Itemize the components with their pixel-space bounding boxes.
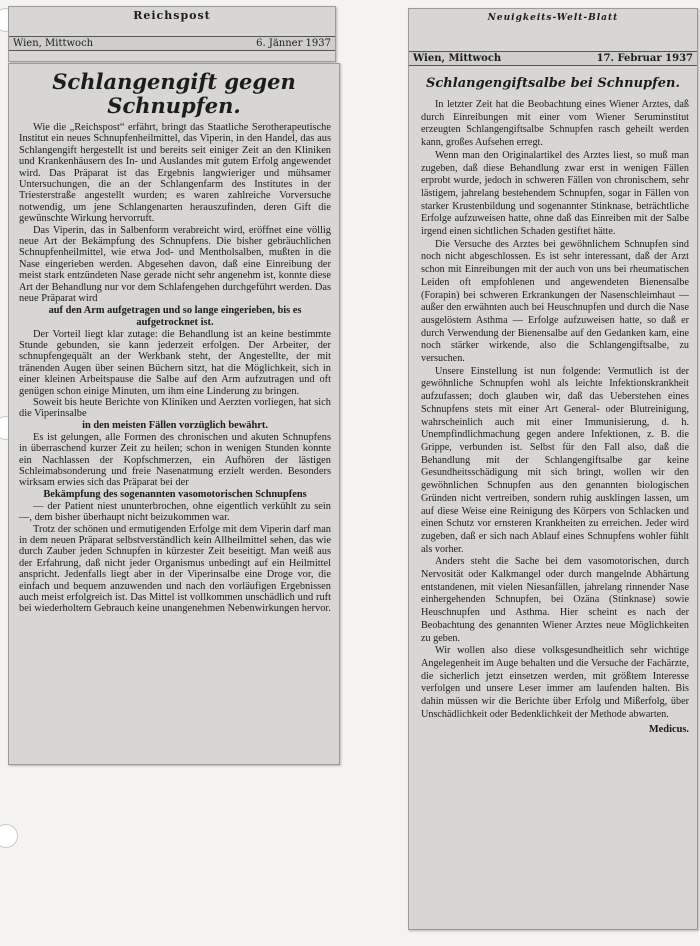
left-masthead: Reichspost (133, 9, 211, 22)
right-masthead: Neuigkeits-Welt-Blatt (487, 13, 619, 23)
right-place-day: Wien, Mittwoch (413, 53, 502, 64)
right-clipping-article (408, 8, 698, 930)
right-paragraph-2: Wenn man den Originalartikel des Arztes liest, so muß man zugeben, daß diese Behandlung zwar erst in wenigen Fällen erprobt wurde, jedoch in schweren Fällen von chronischem, sehr lästigem, jahrelang bestehendem Schnupfen, sogar in Fällen von starker Krustenbildung und sogenannter Stinknase, beträchtliche Erfolge aufzuweisen hatte, ohne daß das Einreiben mit der Salbe irgend einen sichtlichen Schaden gestiftet hätte. (421, 149, 689, 238)
left-paragraph-4: Soweit bis heute Berichte von Kliniken und Aerzten vorliegen, hat sich die Viperinsalbe (19, 396, 331, 420)
right-date: 17. Februar 1937 (596, 53, 693, 64)
right-headline: Schlangengiftsalbe bei Schnupfen. (426, 76, 680, 91)
left-headline (9, 64, 339, 118)
left-paragraph-5-emphasis: Bekämpfung des sogenannten vasomotorischen Schnupfens (43, 488, 307, 500)
left-paragraph-1: Wie die „Reichspost“ erfährt, bringt das Staatliche Serotherapeutische Institut ein neues Schnupfenheilmittel, das Viperin, in den Handel, das aus Schlangengift hergestellt ist und bereits seit einiger Zeit an den Kliniken und Krankenhäusern des In- und Auslandes mit gutem Erfolg angewendet wird. Das Präparat ist das Ergebnis langwieriger und mühsamer Untersuchungen, die an der Schlangenfarm des Institutes in der Triesterstraße angestellt wurden; es waren zahlreiche Vorversuche notwendig, um jene Schlangenarten herauszufinden, deren Gift die gewünschte Wirkung hervorruft. (19, 122, 331, 225)
left-paragraph-5: Es ist gelungen, alle Formen des chronischen und akuten Schnupfens in überraschend kurzer Zeit zu heilen; schon in wenigen Stunden konnte ein Nachlassen der Kopfschmerzen, ein Aufhören der lästigen Schleimabsonderung und freie Nasenatmung erzielt werden. Besonders wirksam erwies sich das Präparat bei der (19, 431, 331, 489)
left-headline-line1: Schlangengift gegen (52, 69, 296, 94)
right-signature: Medicus. (648, 724, 689, 736)
left-clipping-masthead (8, 6, 336, 62)
left-paragraph-2: Das Viperin, das in Salbenform verabreicht wird, eröffnet eine völlig neue Art der Bekämpfung des Schnupfens. Die bisher gebräuchlichen Schnupfenheilmittel, wie etwa Jod- und Mentholsalben, mußten in die Nase eingerieben werden. Abgesehen davon, daß eine Einreibung der meist stark entzündeten Nase gerade nicht sehr angenehm ist, konnte diese Art der Behandlung nur vor dem Schlafengehen durchgeführt werden. Das neue Präparat wird (19, 224, 331, 305)
left-date: 6. Jänner 1937 (256, 38, 331, 49)
left-paragraph-2-emphasis: auf den Arm aufgetragen und so lange eingerieben, bis es aufgetrocknet ist. (48, 304, 302, 328)
left-place-day: Wien, Mittwoch (13, 38, 94, 49)
left-paragraph-7: Trotz der schönen und ermutigenden Erfolge mit dem Viperin darf man in dem neuen Präparat selbstverständlich kein Allheilmittel sehen, das wie durch Zauber jeden Schnupfen in kürzester Zeit beseitigt. Man weiß aus der Erfahrung, daß nicht jeder Organismus unbedingt auf ein Heilmittel anspricht. Jedenfalls liegt aber in der Viperinsalbe eine Droge vor, die einfach und bequem anzuwenden und nach den vorläufigen Ergebnissen auch meist erfolgreich ist. Das Mittel ist vollkommen unschädlich und ruft bei wiederholtem Gebrauch keine unangenehmen Nebenwirkungen hervor. (19, 523, 331, 615)
left-paragraph-4-emphasis: in den meisten Fällen vorzüglich bewährt. (82, 419, 268, 431)
punch-hole-bottom (0, 824, 18, 848)
left-paragraph-3: Der Vorteil liegt klar zutage: die Behandlung ist an keine bestimmte Stunde gebunden, sie kann jederzeit erfolgen. Der Arbeiter, der schnupfengequält an der Werkbank steht, der Angestellte, der mit tränenden Augen über seinen Büchern sitzt, hat die Möglichkeit, sich in einer kleinen Arbeitspause die Salbe auf den Arm aufzutragen und oft genügen schon einige Minuten, um ihm eine Linderung zu bringen. (19, 328, 331, 397)
right-paragraph-1: In letzter Zeit hat die Beobachtung eines Wiener Arztes, daß durch Einreibungen mit einer vom Wiener Seruminstitut erzeugten Schlangengiftsalbe Schnupfen rasch geheilt werden kann, großes Aufsehen erregt. (421, 99, 689, 149)
left-article-body (9, 118, 339, 615)
right-paragraph-5: Anders steht die Sache bei dem vasomotorischen, durch Nervosität oder Kalkmangel oder durch mangelnde Abhärtung entstandenen, mit vielen Niesanfällen, jahrelang rinnender Nase einhergehenden Schnupfen, bei Ozäna (Stinknase) sowie Heuschnupfen und Asthma. Hier scheint es nach der Beobachtung des genannten Wiener Arztes neue Möglichkeiten zu geben. (421, 556, 689, 644)
left-dateline (9, 36, 335, 51)
right-paragraph-4: Unsere Einstellung ist nun folgende: Vermutlich ist der gewöhnliche Schnupfen wohl als leichte Infektionskrankheit aufzufassen; doch glauben wir, daß das Ueberstehen eines Schnupfens stets mit einer Art General- oder Blutreinigung, wahrscheinlich auch mit einer Immunisierung, d. h. Unempfindlichmachung gegen andere Infektionen, z. B. die Grippe, verbunden ist. Selbst für den Fall also, daß die Behandlung mit der Schlangengiftsalbe gar keine Gesundheitsschädigung mit sich bringt, wollen wir den gewöhnlichen Schnupfen aus den genannten biologischen Gründen nicht vertreiben, sondern ruhig ausklingen lassen, um auf diese Weise eine Reinigung des Körpers von Schlacken und einen Schutz vor ernsteren Krankheiten zu erreichen. Jeder wird zugeben, daß er sich nach Ablauf eines Schnupfens wohler fühlt als vorher. (421, 365, 689, 555)
right-paragraph-3: Die Versuche des Arztes bei gewöhnlichem Schnupfen sind noch nicht abgeschlossen. Es ist sehr interessant, daß der Arzt schon mit Einreibungen mit der auch von uns bei rheumatischen Leiden oft empfohlenen und angewendeten Bienensalbe (Forapin) bei schweren Erkrankungen der Nasenschleimhaut — außer den erwähnten auch bei Heuschnupfen und durch die Nase ausgelöstem Asthma — Erfolge aufzuweisen hatte, so daß er durch Verwendung der Bienensalbe auf den Gedanken kam, eine noch stärker wirkende, also die Schlangengiftsalbe, zu versuchen. (421, 238, 689, 365)
right-paragraph-6: Wir wollen also diese volksgesundheitlich sehr wichtige Angelegenheit im Auge behalten und die Versuche der Fachärzte, die sicherlich jetzt einsetzen werden, mit größtem Interesse verfolgen und unsere Leser immer am laufenden halten. Bis dahin müssen wir die Berichte über Erfolg und Mißerfolg, über Unschädlichkeit oder Bedenklichkeit der Methode abwarten. (421, 645, 689, 720)
right-dateline (409, 51, 697, 66)
left-paragraph-6: — der Patient niest ununterbrochen, ohne eigentlich verkühlt zu sein —, dem bisher überhaupt nicht beizukommen war. (19, 500, 331, 524)
left-headline-line2: Schnupfen. (107, 93, 241, 118)
right-article-body (409, 96, 697, 736)
left-clipping-article (8, 63, 340, 765)
